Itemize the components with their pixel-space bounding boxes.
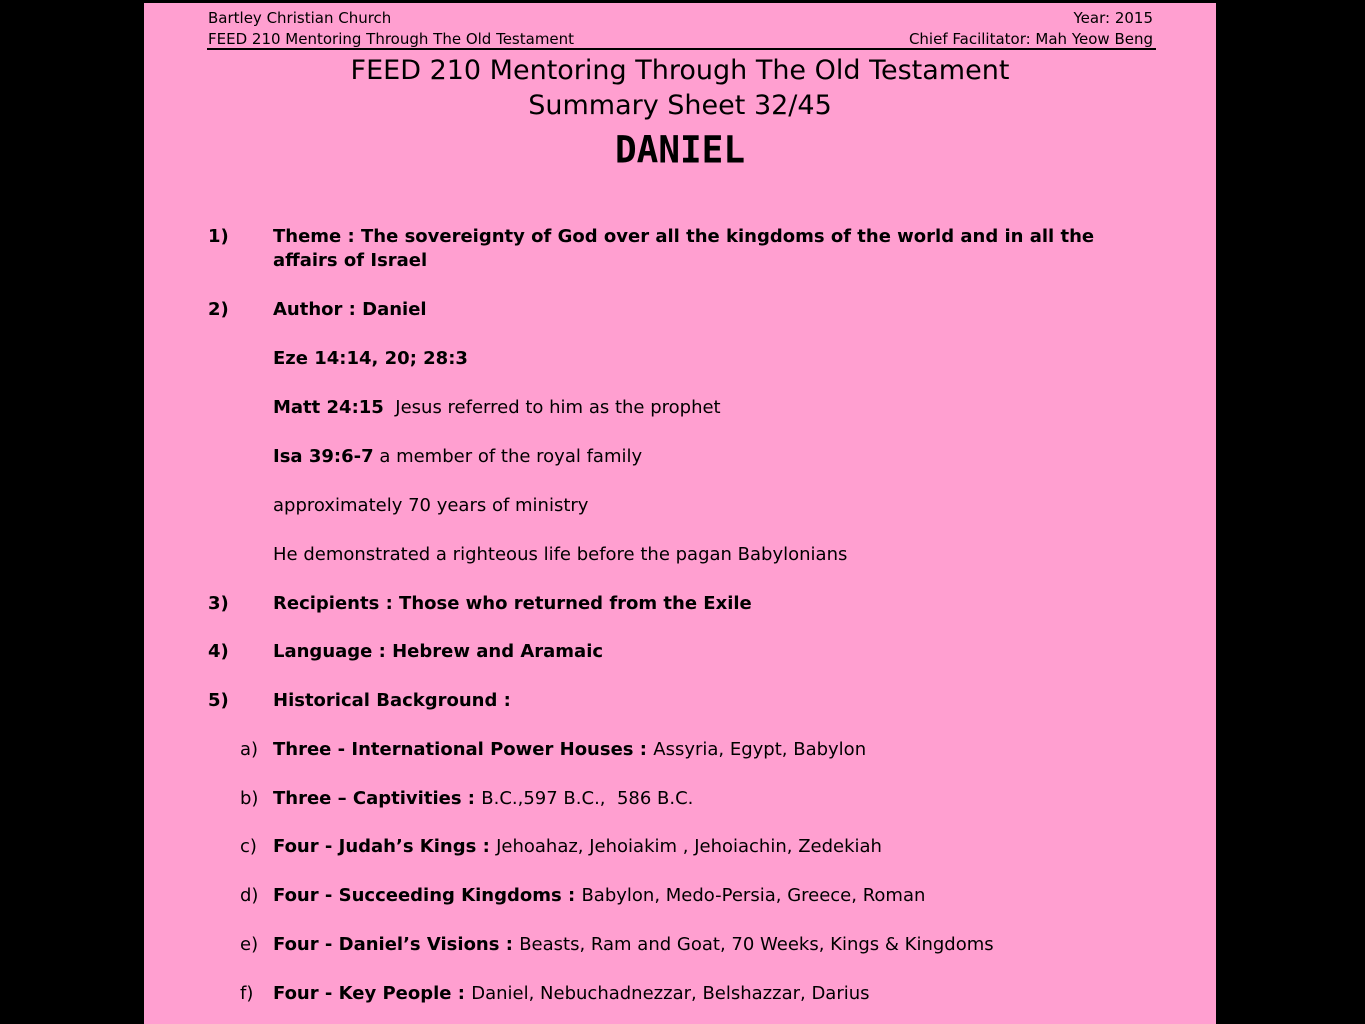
item-label: Four - Judah’s Kings : [273,836,497,857]
header-left [208,8,574,50]
recipients-text: Recipients : Those who returned from the Exile [273,593,752,614]
item-text: B.C.,597 B.C., 586 B.C. [481,788,694,809]
item-label: Three – Captivities : [273,788,482,809]
title-line-2: Summary Sheet 32/45 [528,90,832,121]
author-text: Author : Daniel [273,299,427,320]
item-letter: e) [240,934,259,955]
summary-sheet-page [144,3,1216,1024]
course-name: FEED 210 Mentoring Through The Old Testament [208,30,575,48]
section-number: 3) [208,593,229,614]
item-label: Four - Key People : [273,983,472,1004]
note-text: He demonstrated a righteous life before the pagan Babylonians [273,544,848,565]
item-letter: f) [240,983,254,1004]
item-letter: c) [240,836,257,857]
year-label: Year: 2015 [1073,9,1153,27]
header-divider [207,48,1156,50]
ref-note: a member of the royal family [373,446,643,467]
item-letter: b) [240,788,259,809]
item-label: Four - Succeeding Kingdoms : [273,885,582,906]
ref-note: Jesus referred to him as the prophet [383,397,721,418]
facilitator-label: Chief Facilitator: Mah Yeow Beng [908,30,1153,48]
item-letter: a) [240,739,259,760]
section-number: 2) [208,299,229,320]
scripture-ref: Isa 39:6-7 [273,446,374,467]
item-text: Babylon, Medo-Persia, Greece, Roman [581,885,926,906]
page-title [144,53,1216,123]
theme-text: Theme : The sovereignty of God over all the kingdoms of the world and in all the affairs of Israel [273,226,1095,271]
historical-background-heading: Historical Background : [273,690,511,711]
item-text: Beasts, Ram and Goat, 70 Weeks, Kings & Kingdoms [519,934,994,955]
language-text: Language : Hebrew and Aramaic [273,641,604,662]
header-right [909,8,1153,50]
note-text: approximately 70 years of ministry [273,495,589,516]
book-title: DANIEL [614,128,746,172]
scripture-ref: Eze 14:14, 20; 28:3 [273,348,468,369]
section-number: 1) [208,226,229,247]
scripture-ref: Matt 24:15 [273,397,384,418]
item-label: Three - International Power Houses : [273,739,654,760]
title-line-1: FEED 210 Mentoring Through The Old Testament [350,55,1010,86]
item-text: Jehoahaz, Jehoiakim , Jehoiachin, Zedekiah [496,836,882,857]
item-letter: d) [240,885,259,906]
item-text: Daniel, Nebuchadnezzar, Belshazzar, Darius [471,983,870,1004]
item-text: Assyria, Egypt, Babylon [653,739,867,760]
section-number: 4) [208,641,229,662]
item-label: Four - Daniel’s Visions : [273,934,520,955]
section-number: 5) [208,690,229,711]
church-name: Bartley Christian Church [208,9,392,27]
